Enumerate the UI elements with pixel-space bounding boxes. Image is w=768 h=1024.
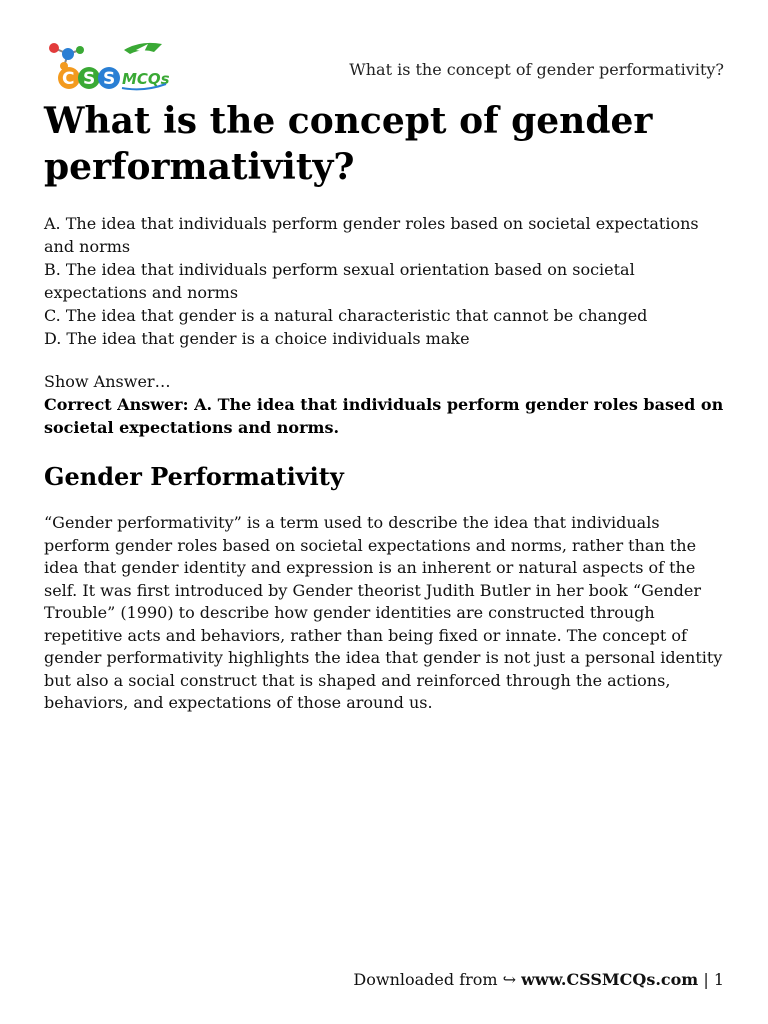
option-d: D. The idea that gender is a choice individuals make [44, 329, 470, 348]
svg-text:S: S [103, 69, 116, 89]
footer-site-link[interactable]: www.CSSMCQs.com [521, 970, 699, 989]
site-logo[interactable] [44, 38, 170, 94]
page-footer [353, 970, 724, 989]
page-number: 1 [713, 970, 724, 989]
svg-text:MCQs: MCQs [122, 70, 170, 88]
option-a: A. The idea that individuals perform gender roles based on societal expectations and norms [44, 214, 699, 256]
footer-prefix: Downloaded from [353, 970, 503, 989]
cssmcqs-logo-icon [44, 38, 170, 94]
main-content [44, 98, 728, 715]
answer-block [44, 370, 728, 439]
options-list [44, 212, 728, 350]
explanation-paragraph: “Gender performativity” is a term used to describe the idea that individuals perform gender roles based on societal expectations and norms, rather than the idea that gender identity and expression is an inherent or natural aspects of the self. It was first introduced by Gender theorist Judith Butler in her book “Gender Trouble” (1990) to describe how gender identities are constructed through repetitive acts and behaviors, rather than being fixed or innate. The concept of gender performativity highlights the idea that gender is not just a personal identity but also a social construct that is shaped and reinforced through the actions, behaviors, and expectations of those around us. [44, 513, 723, 712]
footer-separator: | [703, 970, 709, 989]
section-heading: Gender Performativity [44, 462, 344, 491]
question-title: What is the concept of gender performativity? [44, 100, 653, 188]
redirect-arrow-icon: ↪ [502, 970, 517, 989]
svg-text:S: S [83, 69, 96, 89]
option-b: B. The idea that individuals perform sexual orientation based on societal expectations and norms [44, 260, 635, 302]
running-header-title: What is the concept of gender performativity? [349, 60, 724, 79]
svg-text:C: C [62, 69, 75, 89]
option-c: C. The idea that gender is a natural characteristic that cannot be changed [44, 306, 648, 325]
show-answer-link[interactable]: Show Answer… [44, 372, 171, 391]
correct-answer: Correct Answer: A. The idea that individuals perform gender roles based on societal expectations and norms. [44, 395, 724, 437]
